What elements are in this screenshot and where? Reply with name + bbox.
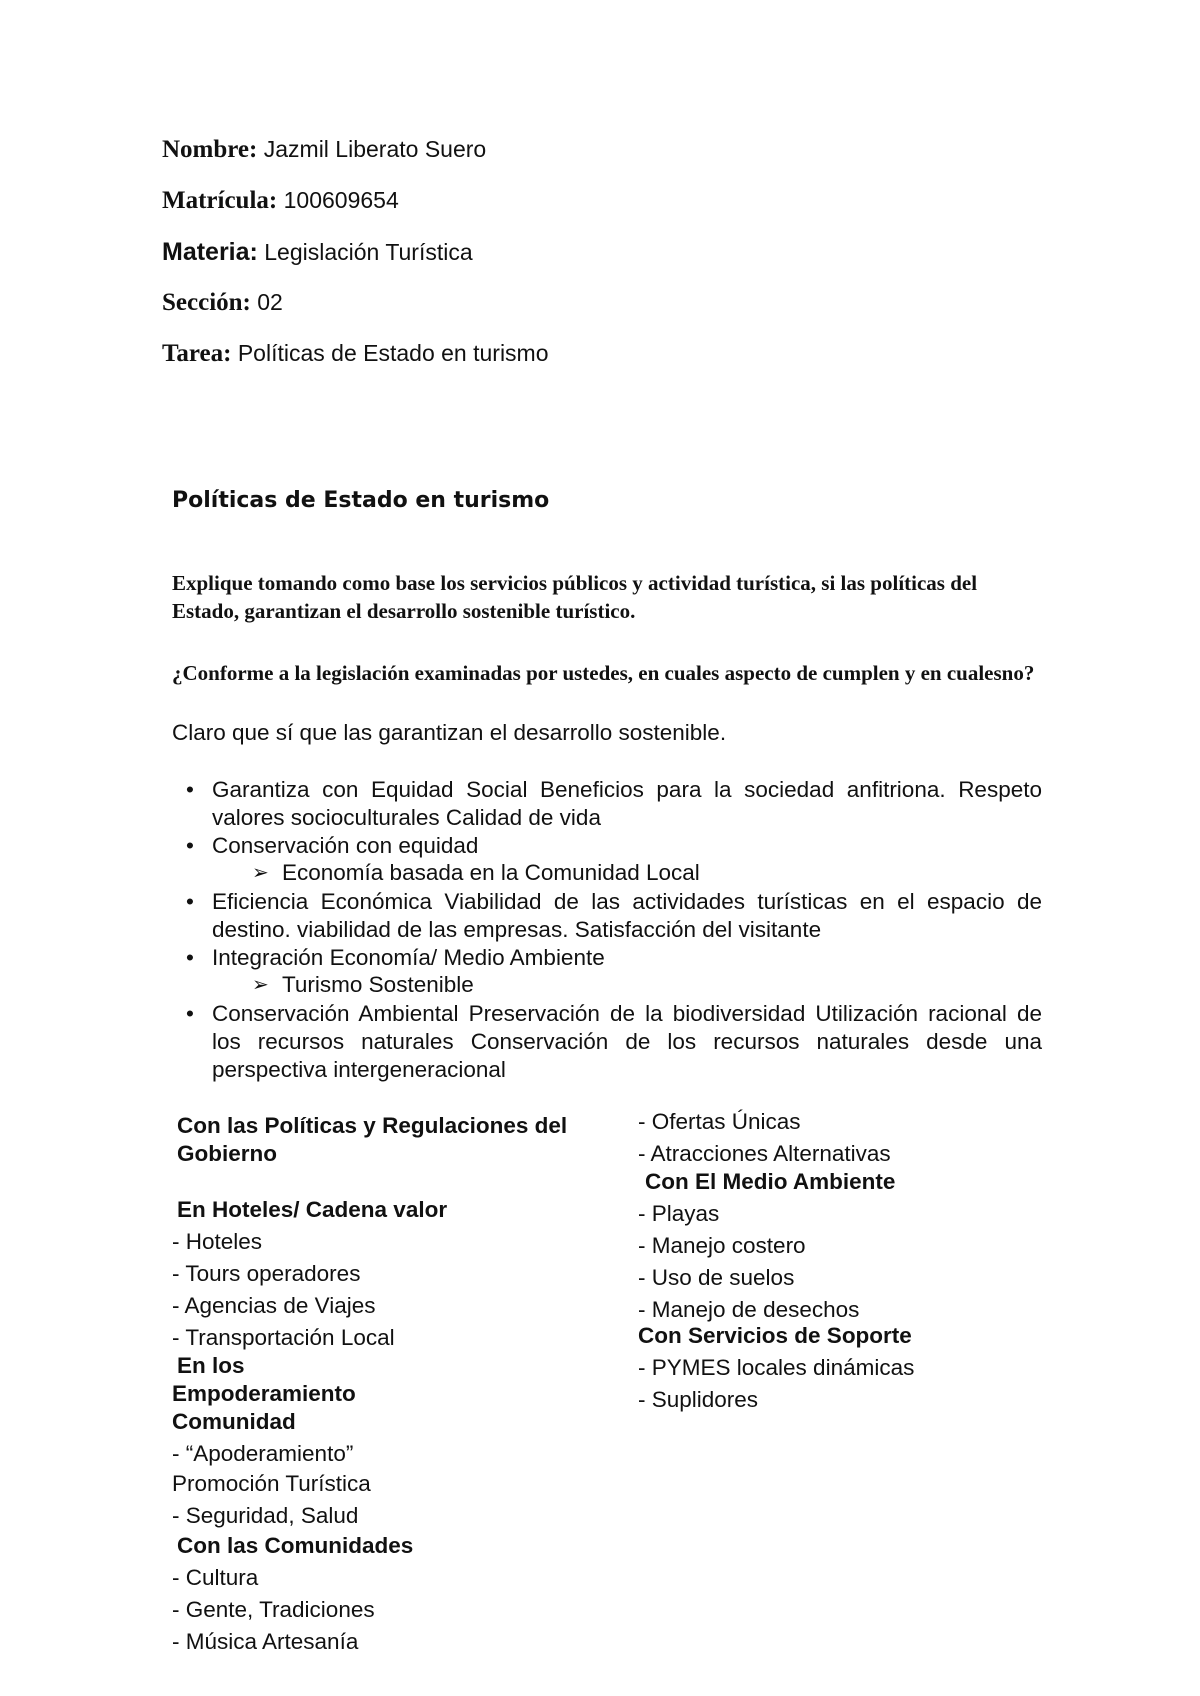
right-heading-soporte: Con Servicios de Soporte <box>638 1323 912 1348</box>
bullet-item <box>186 832 1042 860</box>
value-seccion: 02 <box>250 289 283 315</box>
list-item: - Playas <box>638 1201 720 1226</box>
field-nombre <box>162 136 486 164</box>
left-heading-gobierno-line1: Con las Políticas y Regulaciones del <box>177 1113 568 1138</box>
label-matricula: Matrícula: <box>162 187 278 214</box>
list-item: - Seguridad, Salud <box>172 1503 359 1528</box>
left-heading-empoderamiento-line2: Empoderamiento <box>172 1381 356 1406</box>
list-item: - Cultura <box>172 1565 259 1590</box>
bullet-icon: • <box>186 777 194 802</box>
bullet-icon: • <box>186 945 194 970</box>
bullet-text: Eficiencia Económica Viabilidad de las actividades turísticas en el espacio de destino. viabilidad de las empresas. Satisfacción del visitante <box>212 889 1042 942</box>
list-item: - Gente, Tradiciones <box>172 1597 375 1622</box>
bullet-icon: • <box>186 1001 194 1026</box>
bullet-icon: • <box>186 889 194 914</box>
left-heading-empoderamiento-line1: En los <box>177 1353 245 1378</box>
arrow-icon: ➢ <box>252 862 269 884</box>
list-item: - Hoteles <box>172 1229 263 1254</box>
list-item: - Tours operadores <box>172 1261 361 1286</box>
list-item: - Atracciones Alternativas <box>638 1141 891 1166</box>
answer-intro: Claro que sí que las garantizan el desarrollo sostenible. <box>172 720 727 745</box>
label-materia: Materia: <box>162 238 258 266</box>
left-heading-comunidades: Con las Comunidades <box>177 1533 414 1558</box>
sub-bullet-text: Economía basada en la Comunidad Local <box>282 860 700 885</box>
label-seccion: Sección: <box>162 289 251 316</box>
value-matricula: 100609654 <box>277 187 399 213</box>
bullet-text: Garantiza con Equidad Social Beneficios para la sociedad anfitriona. Respeto valores socioculturales Calidad de vida <box>212 777 1042 830</box>
bullet-text: Integración Economía/ Medio Ambiente <box>212 945 605 970</box>
bullet-item <box>186 1000 1042 1084</box>
list-item: Promoción Turística <box>172 1471 371 1496</box>
section-title: Políticas de Estado en turismo <box>172 488 550 513</box>
list-item: - Suplidores <box>638 1387 759 1412</box>
sub-bullet-text: Turismo Sostenible <box>282 972 474 997</box>
question-2: ¿Conforme a la legislación examinadas por ustedes, en cuales aspecto de cumplen y en cualesno? <box>172 661 1035 685</box>
bullet-item <box>186 888 1042 944</box>
list-item: - PYMES locales dinámicas <box>638 1355 915 1380</box>
label-nombre: Nombre: <box>162 136 258 163</box>
list-item: - “Apoderamiento” <box>172 1441 354 1466</box>
field-matricula <box>162 187 399 215</box>
sub-bullet-item <box>252 972 474 998</box>
arrow-icon: ➢ <box>252 974 269 996</box>
list-item: - Manejo costero <box>638 1233 806 1258</box>
label-tarea: Tarea: <box>162 340 232 367</box>
list-item: - Agencias de Viajes <box>172 1293 376 1318</box>
field-materia <box>162 238 473 267</box>
list-item: - Transportación Local <box>172 1325 395 1350</box>
left-heading-hoteles: En Hoteles/ Cadena valor <box>177 1197 448 1222</box>
field-seccion <box>162 289 283 317</box>
left-heading-gobierno-line2: Gobierno <box>177 1141 277 1166</box>
bullet-item <box>186 944 1042 972</box>
list-item: - Música Artesanía <box>172 1629 359 1654</box>
list-item: - Manejo de desechos <box>638 1297 860 1322</box>
bullet-icon: • <box>186 833 194 858</box>
bullet-text: Conservación Ambiental Preservación de la biodiversidad Utilización racional de los recursos naturales Conservación de los recursos naturales desde una perspectiva intergeneracional <box>212 1001 1042 1082</box>
right-heading-medio-ambiente: Con El Medio Ambiente <box>645 1169 896 1194</box>
list-item: - Ofertas Únicas <box>638 1109 801 1134</box>
bullet-text: Conservación con equidad <box>212 833 479 858</box>
question-1: Explique tomando como base los servicios públicos y actividad turística, si las políticas del Estado, garantizan el desarrollo sostenible turístico. <box>172 571 978 623</box>
value-materia: Legislación Turística <box>257 239 473 265</box>
list-item: - Uso de suelos <box>638 1265 795 1290</box>
left-heading-empoderamiento-line3: Comunidad <box>172 1409 296 1434</box>
value-nombre: Jazmil Liberato Suero <box>257 136 487 162</box>
bullet-item <box>186 776 1042 832</box>
sub-bullet-item <box>252 860 700 886</box>
value-tarea: Políticas de Estado en turismo <box>231 340 549 366</box>
field-tarea <box>162 340 549 368</box>
